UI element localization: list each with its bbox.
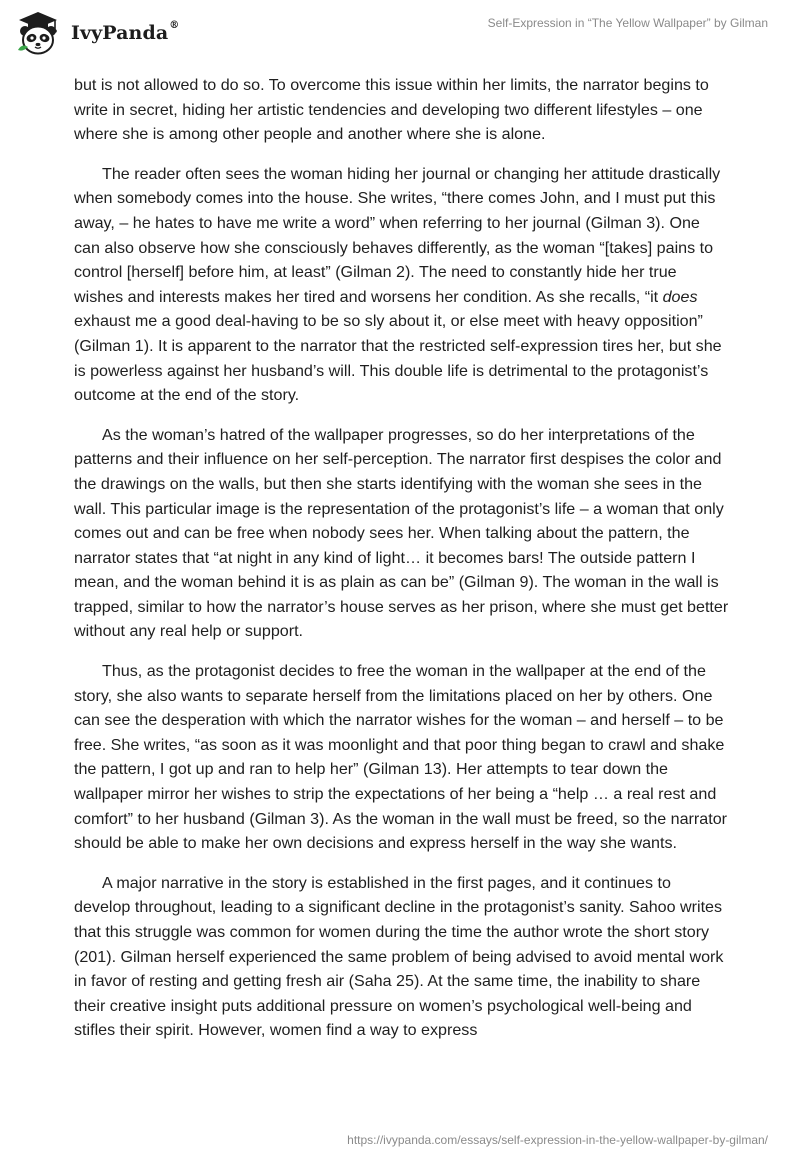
brand-name <box>71 22 179 44</box>
brand-text: IvyPanda <box>71 22 169 44</box>
panda-graduate-icon <box>14 10 62 56</box>
paragraph <box>74 659 729 856</box>
paragraph <box>74 73 729 147</box>
page-header <box>0 0 800 68</box>
essay-body <box>74 73 729 1058</box>
paragraph-text: A major narrative in the story is established in the first pages, and it continues to develop throughout, leading to a significant decline in the protagonist’s sanity. Sahoo writes that this struggle was common for women during the time the author wrote the short story (201). Gilman herself experienced the same problem of being advised to avoid mental work in favor of resting and getting fresh air (Saha 25). At the same time, the inability to share their creative insight puts additional pressure on women’s psychological well-being and stifles their spirit. However, women find a way to express <box>74 873 724 1040</box>
source-url[interactable]: https://ivypanda.com/essays/self-expression-in-the-yellow-wallpaper-by-gilman/ <box>347 1133 768 1147</box>
paragraph-text: but is not allowed to do so. To overcome this issue within her limits, the narrator begins to write in secret, hiding her artistic tendencies and developing two different lifestyles – one where she is among other people and another where she is alone. <box>74 76 709 144</box>
brand-logo[interactable] <box>14 10 179 56</box>
paragraph-text: Thus, as the protagonist decides to free the woman in the wallpaper at the end of the story, she also wants to separate herself from the limitations placed on her by others. One can see the desperation with which the narrator wishes for the woman – and herself – to be free. She writes, “as soon as it was moonlight and that poor thing began to crawl and shake the pattern, I got up and ran to help her” (Gilman 13). Her attempts to tear down the wallpaper mirror her wishes to strip the expectations of her being a “help … a real rest and comfort” to her husband (Gilman 3). As the woman in the wall must be freed, so the narrator should be able to make her own decisions and express herself in the way she wants. <box>74 662 727 853</box>
emphasis-text: does <box>662 287 698 306</box>
paragraph <box>74 162 729 408</box>
document-title: Self-Expression in “The Yellow Wallpaper” by Gilman <box>487 16 768 30</box>
paragraph-text-continued: exhaust me a good deal-having to be so sly about it, or else meet with heavy opposition” (Gilman 1). It is apparent to the narrator that the restricted self-expression tires her, but she is powerless against her husband’s will. This double life is detrimental to the protagonist’s outcome at the end of the story. <box>74 312 722 405</box>
paragraph-text: As the woman’s hatred of the wallpaper progresses, so do her interpretations of the patterns and their influence on her self-perception. The narrator first despises the color and the drawings on the walls, but then she starts identifying with the woman she sees in the wall. This particular image is the representation of the protagonist’s life – a woman that only comes out and can be free when nobody sees her. When talking about the pattern, the narrator states that “at night in any kind of light… it becomes bars! The outside pattern I mean, and the woman behind it is as plain as can be” (Gilman 9). The woman in the wall is trapped, similar to how the narrator’s house serves as her prison, where she must get better without any real help or support. <box>74 425 729 641</box>
paragraph <box>74 871 729 1043</box>
registered-mark: ® <box>169 20 180 31</box>
paragraph <box>74 423 729 644</box>
paragraph-text: The reader often sees the woman hiding her journal or changing her attitude drastically when somebody comes into the house. She writes, “there comes John, and I must put this away, – he hates to have me write a word” when referring to her journal (Gilman 3). One can also observe how she consciously behaves differently, as the woman “[takes] pains to control [herself] before him, at least” (Gilman 2). The need to constantly hide her true wishes and interests makes her tired and worsens her condition. As she recalls, “it <box>74 164 721 306</box>
